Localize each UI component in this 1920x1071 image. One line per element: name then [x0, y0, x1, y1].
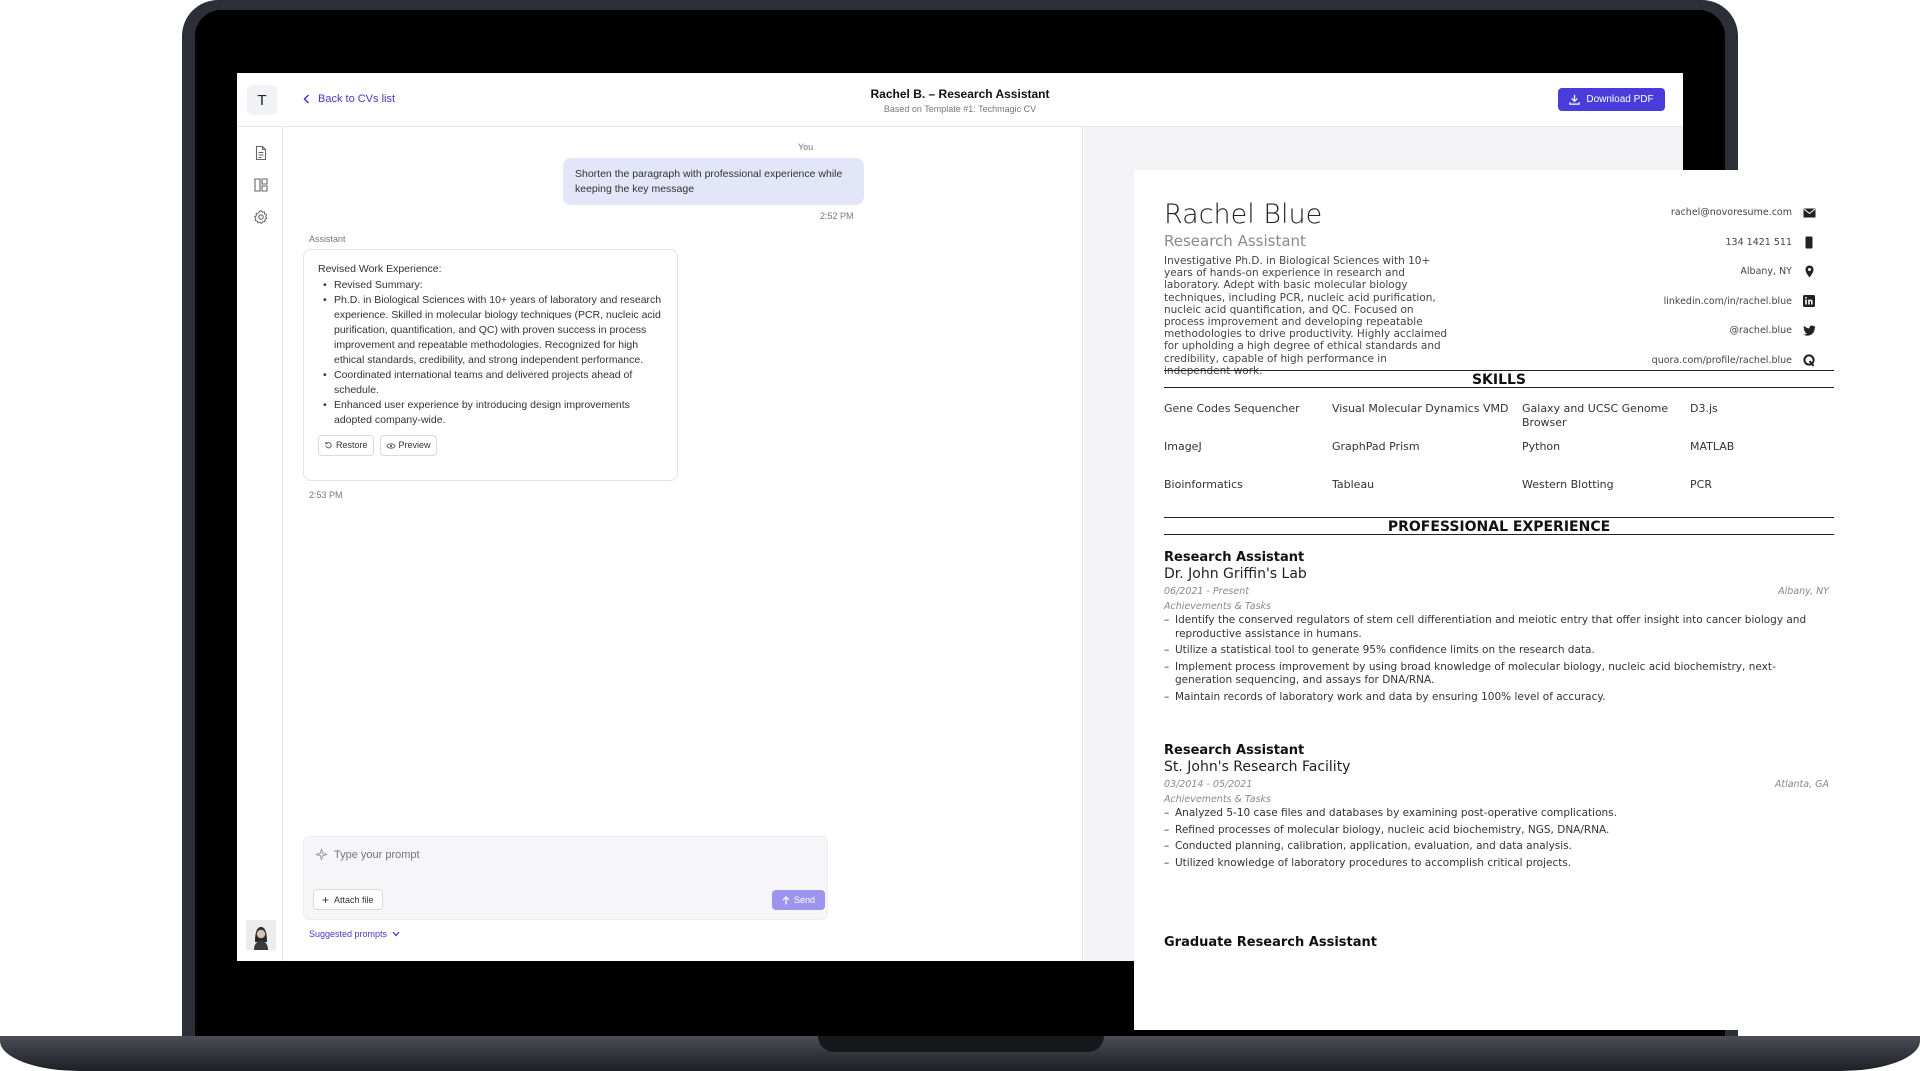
mail-icon	[1802, 206, 1816, 220]
app-screen	[237, 73, 1829, 961]
preview-button[interactable]	[380, 435, 437, 456]
skill-item: Tableau	[1332, 478, 1375, 491]
assistant-heading: Revised Work Experience:	[318, 263, 442, 275]
resume-preview-area	[1084, 127, 1829, 961]
settings-icon[interactable]	[253, 209, 269, 225]
restore-icon	[324, 441, 333, 450]
resume-summary: Investigative Ph.D. in Biological Sciences with 10+ years of hands-on experience in research and laboratory. Adept with basic molecular biology techniques, including PCR, nucleic acid purification, nucleic acid quantification, and QC. Focused on process improvement and developing repeatable methodologies to drive productivity. Highly acclaimed for upholding a high degree of ethical standards and credibility, capable of high performance in independent work.	[1164, 255, 1448, 377]
job-entry	[1164, 935, 1834, 950]
contact-location-text: Albany, NY	[1740, 266, 1792, 278]
document-icon[interactable]	[253, 145, 269, 161]
contact-quora-text: quora.com/profile/rachel.blue	[1651, 354, 1792, 366]
skill-item: Galaxy and UCSC Genome Browser	[1522, 402, 1669, 429]
user-message-time: 2:52 PM	[820, 211, 854, 221]
skill-item: MATLAB	[1690, 440, 1735, 453]
skill-item: D3.js	[1690, 402, 1718, 415]
prompt-input[interactable]	[334, 846, 734, 864]
contact-twitter-text: @rachel.blue	[1729, 325, 1792, 337]
sparkle-icon	[315, 848, 328, 861]
assistant-actions	[318, 435, 663, 456]
download-pdf-label: Download PDF	[1586, 94, 1654, 105]
preview-label: Preview	[398, 440, 431, 450]
job-task: – Analyzed 5-10 case files and databases by examining post-operative complications.	[1164, 807, 1829, 821]
phone-icon	[1802, 235, 1816, 249]
user-avatar[interactable]	[246, 920, 276, 950]
suggested-prompts-label: Suggested prompts	[309, 929, 388, 939]
contact-linkedin	[1556, 287, 1816, 317]
job-tasks-label: Achievements & Tasks	[1164, 794, 1271, 805]
job-title: Research Assistant	[1164, 743, 1305, 758]
skill-item: Python	[1522, 440, 1561, 453]
restore-button[interactable]	[318, 435, 374, 456]
assistant-list-item: • Enhanced user experience by introducing design improvements adopted company-wide.	[318, 398, 663, 428]
resume-contacts	[1556, 198, 1816, 375]
back-to-cvs-link[interactable]	[303, 93, 395, 105]
prompt-composer	[303, 836, 828, 920]
job-company: St. John's Research Facility	[1164, 759, 1351, 775]
chat-panel	[283, 127, 1083, 961]
job-task-list	[1164, 614, 1834, 704]
job-company: Dr. John Griffin's Lab	[1164, 566, 1307, 582]
job-tasks-label: Achievements & Tasks	[1164, 601, 1271, 612]
job-meta	[1164, 586, 1829, 597]
skill-item: PCR	[1690, 478, 1712, 491]
download-icon	[1569, 94, 1580, 105]
send-label: Send	[793, 895, 816, 905]
skills-section-title: SKILLS	[1164, 370, 1834, 388]
skill-item: Western Blotting	[1522, 478, 1614, 491]
avatar-image	[246, 920, 276, 950]
attach-file-button[interactable]	[313, 889, 383, 910]
chevron-left-icon	[303, 94, 310, 104]
send-button[interactable]	[772, 890, 825, 910]
job-location: Atlanta, GA	[1774, 779, 1829, 790]
document-title: Rachel B. – Research Assistant	[870, 87, 1050, 101]
back-link-label: Back to CVs list	[318, 93, 396, 105]
twitter-icon	[1802, 324, 1816, 338]
quora-icon	[1802, 353, 1816, 367]
attach-file-label: Attach file	[334, 894, 374, 905]
contact-linkedin-text: linkedin.com/in/rachel.blue	[1663, 295, 1792, 307]
job-task: – Identify the conserved regulators of stem cell differentiation and meiotic entry that offer insight into cancer biology and reproductive assistance in humans.	[1164, 614, 1829, 641]
linkedin-icon	[1802, 294, 1816, 308]
top-bar	[237, 73, 1683, 127]
job-title: Graduate Research Assistant	[1164, 935, 1377, 950]
user-message-bubble: Shorten the paragraph with professional experience while keeping the key message	[563, 158, 864, 205]
resume-role: Research Assistant	[1164, 232, 1306, 250]
job-task-list	[1164, 807, 1834, 870]
assistant-list-item: • Coordinated international teams and delivered projects ahead of schedule.	[318, 368, 663, 398]
experience-section-title: PROFESSIONAL EXPERIENCE	[1164, 517, 1834, 535]
assistant-list-item: • Ph.D. in Biological Sciences with 10+ years of laboratory and research experience. Skilled in molecular biology techniques (PCR, nucleic acid purification, quantification, and QC) with proven success in process improvement and repeatable methodologies. Recognized for high ethical standards, credibility, and strong independent performance.	[318, 293, 663, 368]
job-dates: 06/2021 - Present	[1164, 586, 1249, 597]
job-title: Research Assistant	[1164, 550, 1305, 565]
document-title-block	[737, 87, 1183, 114]
laptop-notch	[818, 1036, 1104, 1052]
layout-icon[interactable]	[253, 177, 269, 193]
chevron-down-icon	[392, 931, 400, 937]
suggested-prompts-toggle[interactable]	[309, 929, 400, 939]
job-meta	[1164, 779, 1829, 790]
app-logo[interactable]: T	[247, 85, 277, 115]
contact-phone	[1556, 228, 1816, 258]
assistant-list	[318, 278, 663, 428]
arrow-up-icon	[782, 896, 790, 905]
resume-page	[1134, 170, 1874, 1030]
plus-icon: +	[322, 892, 330, 907]
skill-item: Gene Codes Sequencher	[1164, 402, 1300, 415]
job-entry	[1164, 743, 1834, 873]
job-task: – Utilized knowledge of laboratory procedures to accomplish critical projects.	[1164, 857, 1829, 871]
assistant-message-card	[303, 249, 678, 481]
contact-location	[1556, 257, 1816, 287]
job-task: – Implement process improvement by using broad knowledge of molecular biology, nucleic acid biochemistry, next-generation sequencing, and assays for DNA/RNA.	[1164, 661, 1829, 688]
job-location: Albany, NY	[1778, 586, 1829, 597]
resume-name: Rachel Blue	[1164, 199, 1323, 230]
job-task: – Conducted planning, calibration, application, evaluation, and data analysis.	[1164, 840, 1829, 854]
contact-twitter	[1556, 316, 1816, 346]
job-task: – Utilize a statistical tool to generate 95% confidence limits on the research data.	[1164, 644, 1829, 658]
skill-item: Visual Molecular Dynamics VMD	[1332, 402, 1509, 415]
assistant-list-item: • Revised Summary:	[318, 278, 663, 293]
document-subtitle: Based on Template #1: Techmagic CV	[883, 104, 1037, 114]
left-sidebar	[237, 127, 283, 961]
job-task: – Maintain records of laboratory work and data by ensuring 100% level of accuracy.	[1164, 691, 1829, 705]
contact-phone-text: 134 1421 511	[1725, 236, 1792, 248]
location-icon	[1802, 265, 1816, 279]
download-pdf-button[interactable]	[1558, 88, 1665, 111]
skill-item: ImageJ	[1164, 440, 1202, 453]
contact-email-text: rachel@novoresume.com	[1670, 207, 1792, 219]
job-task: – Refined processes of molecular biology, nucleic acid biochemistry, NGS, DNA/RNA.	[1164, 824, 1829, 838]
job-entry	[1164, 550, 1834, 707]
skill-item: GraphPad Prism	[1332, 440, 1420, 453]
job-dates: 03/2014 - 05/2021	[1164, 779, 1253, 790]
assistant-message-time: 2:53 PM	[309, 490, 343, 500]
restore-label: Restore	[336, 440, 368, 450]
assistant-sender-label: Assistant	[309, 234, 346, 244]
skills-grid	[1164, 402, 1834, 507]
skill-item: Bioinformatics	[1164, 478, 1243, 491]
user-sender-label: You	[798, 142, 814, 152]
eye-icon	[386, 442, 396, 450]
contact-email	[1556, 198, 1816, 228]
